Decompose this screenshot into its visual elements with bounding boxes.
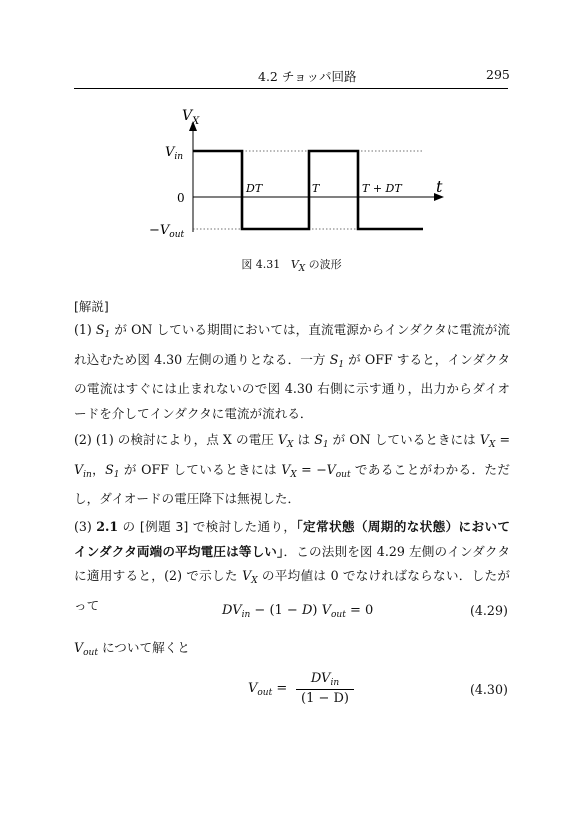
figure-caption: 図 4.31 $V_X$ の波形 (241, 258, 342, 274)
paragraph-1: (1) $S_1$ が ON している期間においては，直流電源からインダクタに電流が流れ込むため図 4.30 左側の通りとなる．一方 $S_1$ が OFF すると，インダクタの電流はすぐには止まれないので図 4.30 右側に示す通り，出力からダイオードを介してインダクタに電流が流れる． (74, 322, 510, 421)
t-label: T (312, 182, 320, 195)
vin-label: $V_{in}$ (165, 145, 184, 162)
dt-label: DT (246, 182, 263, 195)
y-axis-label: $V_X$ (182, 108, 200, 127)
vout-label: $-V_{out}$ (149, 223, 185, 240)
time-axis-label: t (436, 177, 443, 196)
waveform-figure (0, 0, 583, 250)
running-header-title: 4.2 チョッパ回路 (258, 69, 357, 84)
t-plus-dt-label: T + DT (362, 182, 402, 195)
solve-line: $V_{out}$ について解くと (74, 640, 190, 658)
section-heading: [解説] (74, 299, 109, 314)
page-number: 295 (486, 67, 510, 82)
paragraph-2: (2) (1) の検討により，点 X の電圧 $V_X$ は $S_1$ が ON しているときには $V_X = V_{in}$，$S_1$ が OFF しているときには $V_X = -V_{out}$ であることがわかる．ただし，ダイオードの電圧降下は無視した． (74, 432, 511, 506)
equation-4-29: $DV_{in} - (1 - D) V_{out} = 0$ (222, 603, 374, 620)
equation-number-4-29: (4.29) (470, 603, 508, 618)
zero-label: 0 (177, 191, 185, 205)
equation-number-4-30: (4.30) (470, 682, 508, 697)
paragraph-3: (3) 2.1 の [例題 3] で検討した通り，「定常状態（周期的な状態）においてインダクタ両端の平均電圧は等しい」．この法則を図 4.29 左側のインダクタに適用すると，(2) で示した $V_X$ の平均値は 0 でなければならない．したがって (74, 519, 511, 613)
